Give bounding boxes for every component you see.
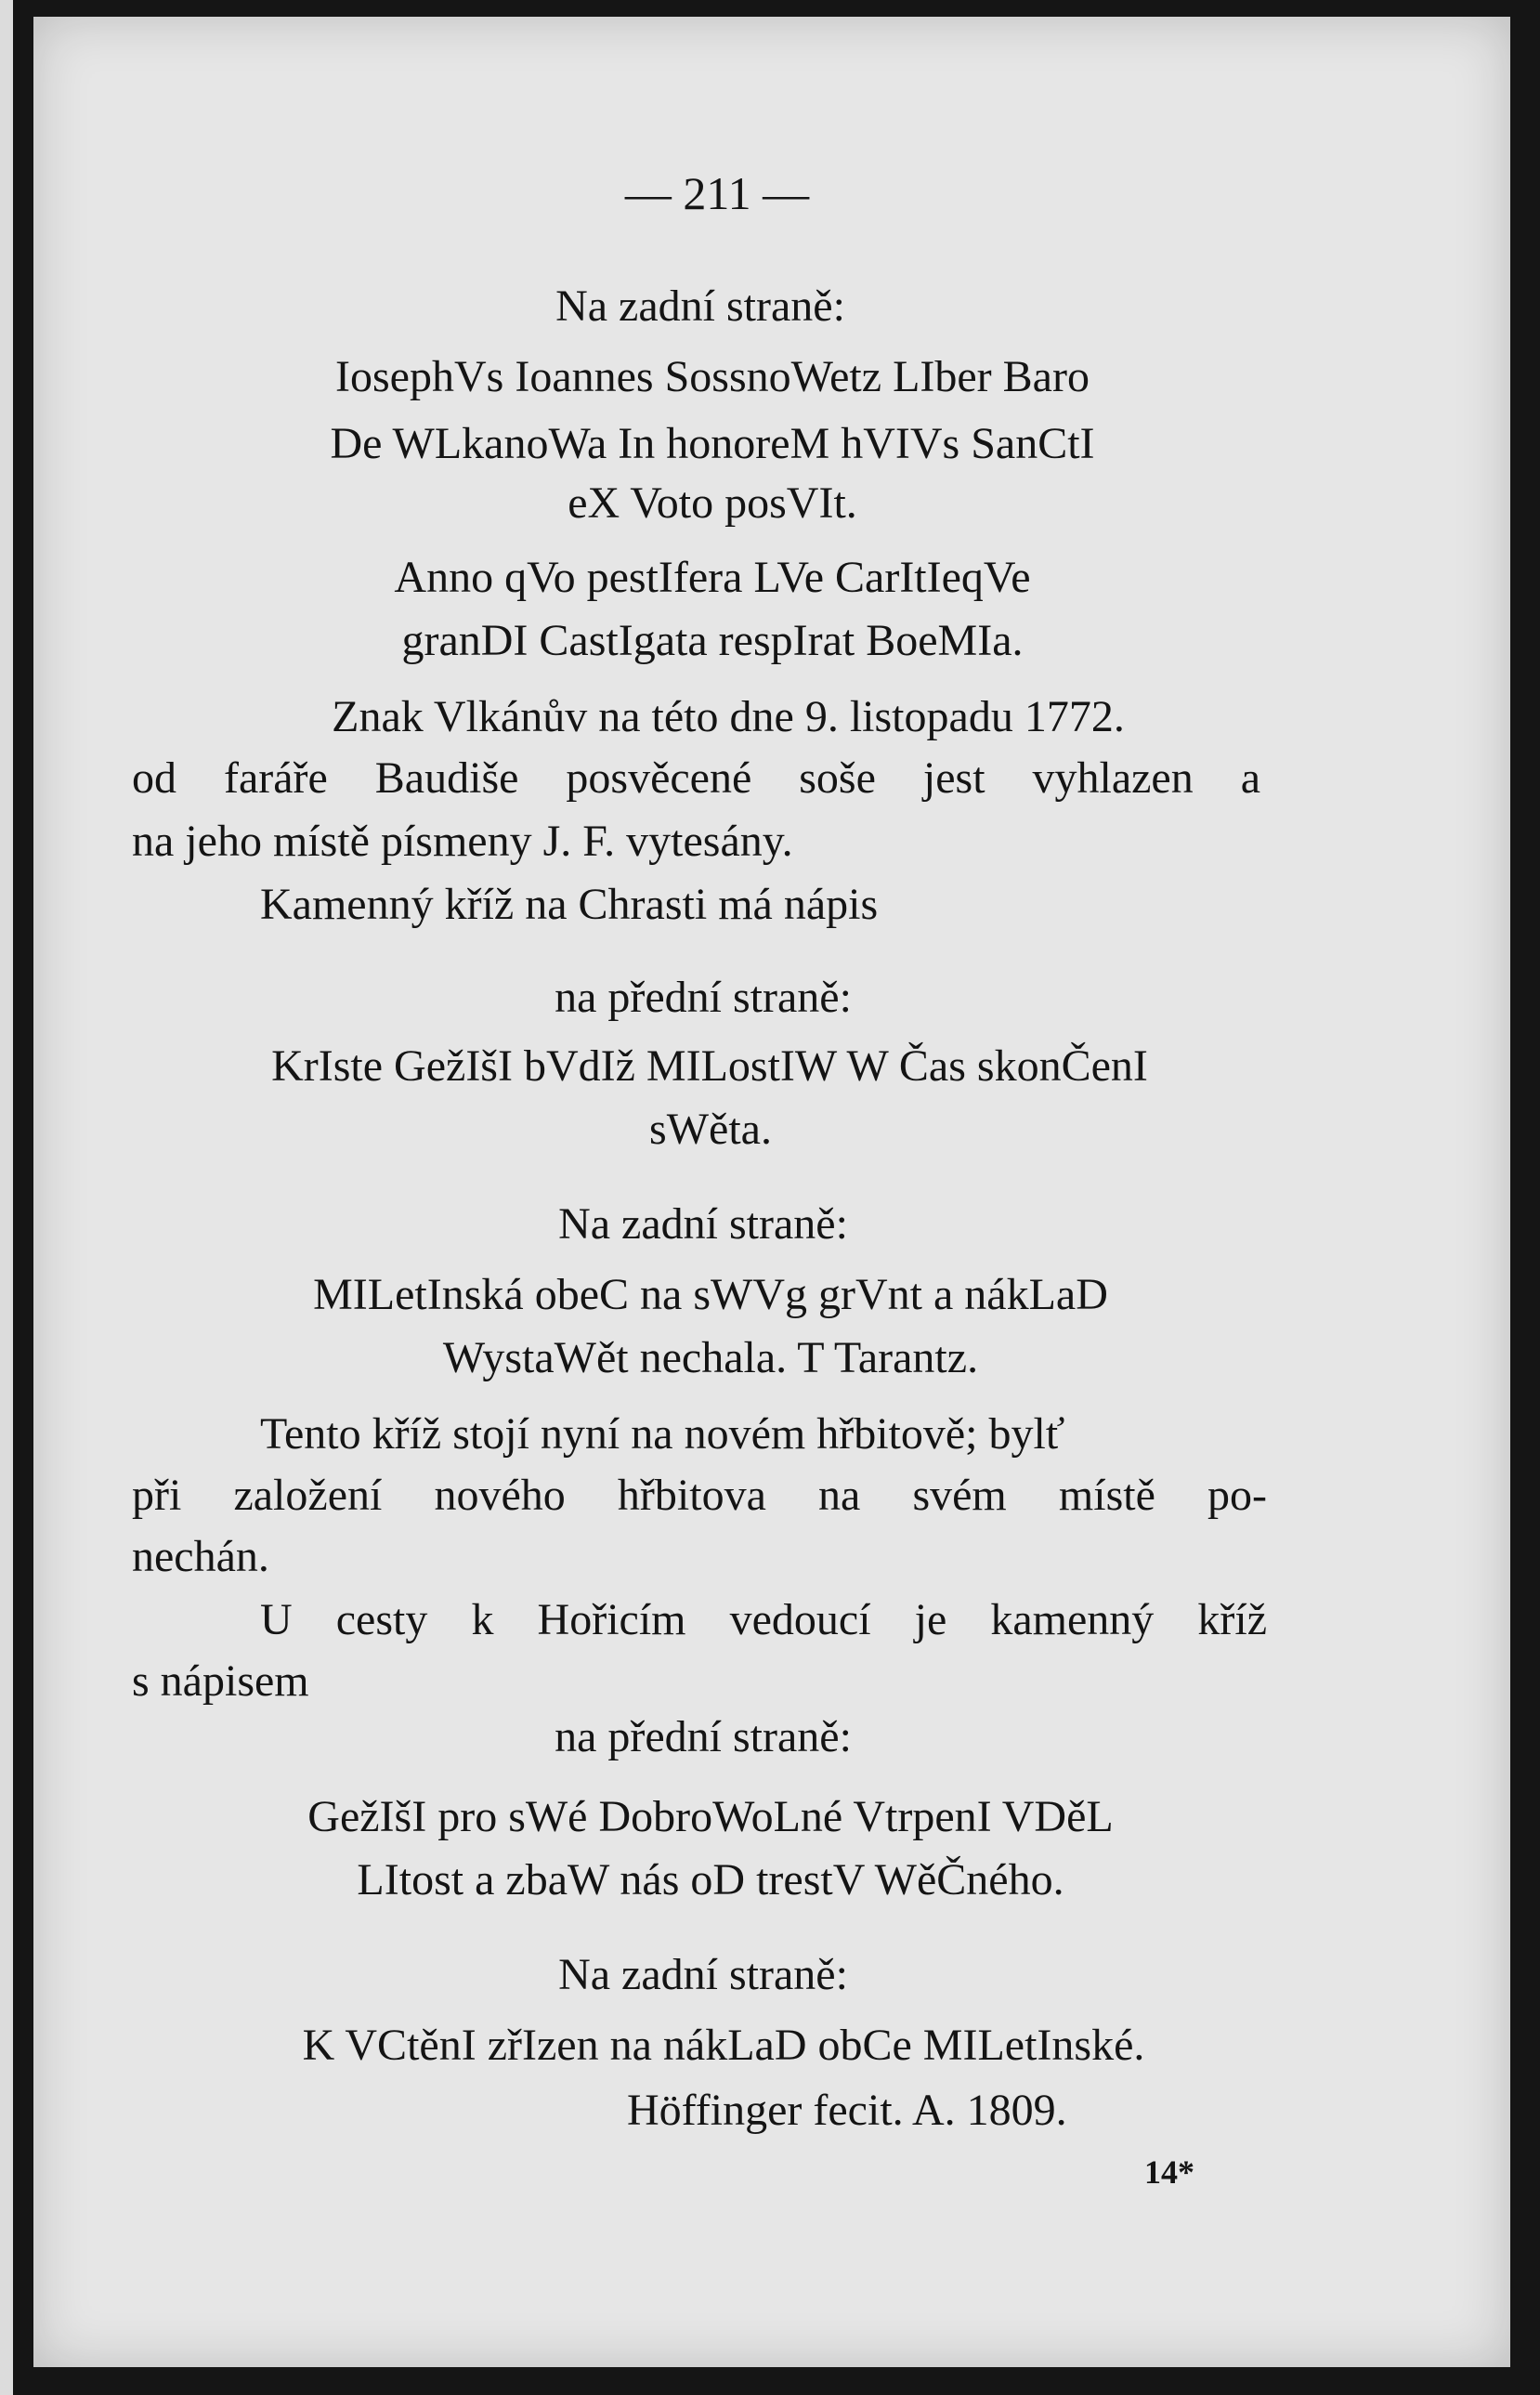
inscription-line: IosephVs Ioannes SossnoWetz LIber Baro [335,352,1090,401]
heading-front-side: na přední straně: [555,973,852,1022]
body-text-line: Kamenný kříž na Chrasti má nápis [260,880,879,929]
inscription-line: Anno qVo pestIfera LVe CarItIeqVe [394,553,1031,602]
heading-back-side: Na zadní straně: [555,281,845,331]
body-text-line: při založení nového hřbitova na svém místě po- [132,1471,1267,1520]
body-text-line: na jeho místě písmeny J. F. vytesány. [132,817,793,866]
heading-front-side: na přední straně: [555,1712,852,1761]
inscription-line: K VCtěnI zřIzen na nákLaD obCe MILetInské. [302,2021,1145,2070]
inscription-line: WystaWět nechala. T Tarantz. [442,1333,979,1382]
body-text-line: nechán. [132,1532,269,1581]
inscription-signature-line: Höffinger fecit. A. 1809. [627,2086,1067,2135]
inscription-line: De WLkanoWa In honoreM hVIVs SanCtI [330,419,1095,468]
printer-signature-mark: 14* [1144,2153,1194,2191]
inscription-line: LItost a zbaW nás oD trestV WěČného. [357,1855,1064,1904]
body-text-line: od faráře Baudiše posvěcené soše jest vyhlazen a [132,753,1260,803]
body-text-line: s nápisem [132,1656,309,1706]
body-text-line: U cesty k Hořicím vedoucí je kamenný kříž [260,1595,1267,1644]
inscription-line: GežIšI pro sWé DobroWoLné VtrpenI VDěL [307,1792,1114,1841]
inscription-line: granDI CastIgata respIrat BoeMIa. [401,616,1024,665]
page-number: — 211 — [624,167,810,219]
body-text-line: Znak Vlkánův na této dne 9. listopadu 1772. [332,692,1125,741]
inscription-line: sWěta. [649,1105,772,1154]
heading-back-side: Na zadní straně: [558,1199,848,1249]
heading-back-side: Na zadní straně: [558,1950,848,1999]
inscription-line: MILetInská obeC na sWVg grVnt a nákLaD [313,1270,1108,1319]
inscription-line: eX Voto posVIt. [568,478,857,528]
inscription-line: KrIste GežIšI bVdIž MILostIW W Čas skonČenI [271,1041,1148,1091]
body-text-line: Tento kříž stojí nyní na novém hřbitově; bylť [260,1409,1065,1459]
